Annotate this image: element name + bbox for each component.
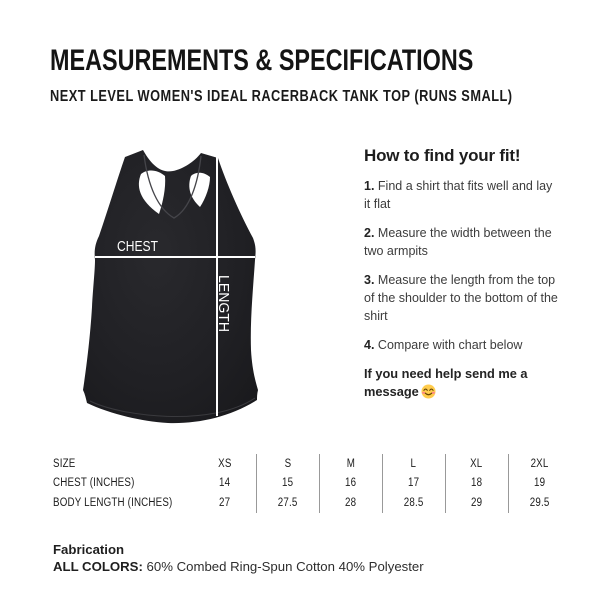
fit-step-4 bbox=[364, 336, 560, 354]
size-l: L bbox=[382, 454, 445, 474]
fabrication bbox=[53, 541, 424, 576]
size-2xl: 2XL bbox=[508, 454, 571, 474]
length-xl: 29 bbox=[445, 493, 508, 513]
fit-step-3 bbox=[364, 271, 560, 325]
chest-row bbox=[53, 474, 571, 494]
length-xs: 27 bbox=[218, 496, 231, 509]
size-xl: XL bbox=[445, 454, 508, 474]
size-chart bbox=[53, 454, 571, 513]
size-row bbox=[53, 454, 571, 474]
size-m: M bbox=[319, 454, 382, 474]
chest-s: 15 bbox=[256, 474, 319, 494]
fit-step-4-text: Compare with chart below bbox=[377, 338, 523, 352]
header bbox=[50, 44, 600, 106]
help-note bbox=[364, 365, 560, 402]
fit-step-2-number: 2. bbox=[364, 226, 375, 240]
size-chart-table bbox=[53, 454, 571, 513]
tank-top-illustration bbox=[70, 140, 330, 440]
fabrication-colors-label: ALL COLORS: bbox=[53, 559, 143, 575]
chest-m: 16 bbox=[319, 474, 382, 494]
page-subtitle: NEXT LEVEL WOMEN'S IDEAL RACERBACK TANK TOP (RUNS SMALL) bbox=[50, 88, 513, 105]
fit-step-4-number: 4. bbox=[364, 338, 375, 352]
length-s: 27.5 bbox=[256, 493, 319, 513]
chest-l: 17 bbox=[382, 474, 445, 494]
chest-label: CHEST bbox=[117, 238, 158, 255]
fit-step-2 bbox=[364, 224, 560, 260]
fabrication-colors-text: 60% Combed Ring-Spun Cotton 40% Polyester bbox=[146, 559, 424, 575]
fit-guide-heading: How to find your fit! bbox=[364, 146, 521, 165]
fit-step-3-text: Measure the length from the top of the shoulder to the bottom of the shirt bbox=[364, 273, 558, 323]
row-label-body-length: BODY LENGTH (INCHES) bbox=[53, 496, 173, 509]
chest-2xl: 19 bbox=[508, 474, 571, 494]
size-xs: XS bbox=[217, 457, 232, 470]
help-note-text: If you need help send me a message bbox=[364, 366, 528, 400]
length-2xl: 29.5 bbox=[508, 493, 571, 513]
body-length-row bbox=[53, 493, 571, 513]
size-s: S bbox=[256, 454, 319, 474]
chest-xs: 14 bbox=[218, 477, 231, 490]
fit-guide bbox=[364, 146, 560, 402]
page-title: MEASUREMENTS & SPECIFICATIONS bbox=[50, 44, 474, 77]
fabrication-heading: Fabrication bbox=[53, 542, 125, 557]
length-m: 28 bbox=[319, 493, 382, 513]
smiling-emoji-icon bbox=[421, 384, 436, 399]
length-label: LENGTH bbox=[215, 275, 232, 336]
fabrication-detail bbox=[53, 558, 424, 575]
row-label-size: SIZE bbox=[53, 457, 76, 470]
length-l: 28.5 bbox=[382, 493, 445, 513]
fit-step-2-text: Measure the width between the two armpits bbox=[364, 226, 552, 258]
fit-step-1 bbox=[364, 177, 560, 213]
fit-step-3-number: 3. bbox=[364, 273, 375, 287]
chest-xl: 18 bbox=[445, 474, 508, 494]
row-label-chest: CHEST (INCHES) bbox=[53, 477, 135, 490]
fit-step-1-number: 1. bbox=[364, 179, 375, 193]
fit-step-1-text: Find a shirt that fits well and lay it flat bbox=[364, 179, 553, 211]
